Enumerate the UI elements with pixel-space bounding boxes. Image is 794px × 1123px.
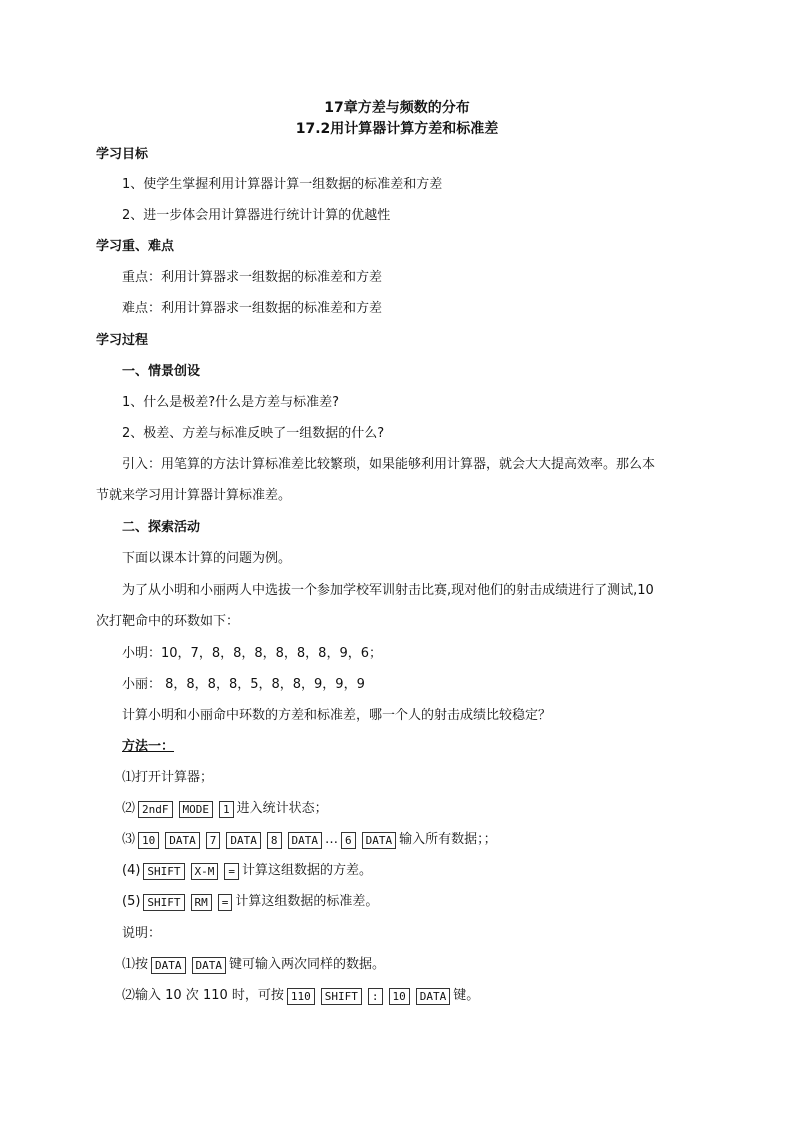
step-text: 输入所有数据；；: [399, 832, 497, 847]
key-shift: SHIFT: [143, 863, 184, 880]
key-7: 7: [206, 832, 221, 849]
step-input-data: [122, 831, 497, 849]
step-text: 计算这组数据的标准差。: [235, 894, 379, 909]
key-data: DATA: [165, 832, 200, 849]
key-1: 1: [219, 801, 234, 818]
part2-heading: 二、探索活动: [122, 520, 201, 535]
key-8: 8: [267, 832, 282, 849]
key-6: 6: [341, 832, 356, 849]
note-item: [122, 956, 385, 974]
problem-question: 计算小明和小丽命中环数的方差和标准差，哪一个人的射击成绩比较稳定？: [122, 708, 552, 723]
section-goal-heading: 学习目标: [96, 147, 149, 162]
intro-paragraph-line: 节就来学习用计算器计算标准差。: [96, 488, 292, 503]
key-x-m: X-M: [191, 863, 219, 880]
key-mode: MODE: [179, 801, 214, 818]
step-prefix: (5): [122, 894, 141, 909]
page-title: 17章方差与频数的分布: [324, 100, 470, 116]
note-text: 键可输入两次同样的数据。: [229, 957, 386, 972]
key-point: 重点：利用计算器求一组数据的标准差和方差: [122, 270, 383, 285]
page-subtitle: 17.2用计算器计算方差和标准差: [295, 121, 499, 137]
step-open: ⑴打开计算器；: [122, 770, 214, 785]
goal-item: 1、使学生掌握利用计算器计算一组数据的标准差和方差: [122, 177, 443, 192]
key-data: DATA: [416, 988, 451, 1005]
key-data: DATA: [151, 957, 186, 974]
key-data: DATA: [362, 832, 397, 849]
note-item: [122, 987, 479, 1005]
section-key-heading: 学习重、难点: [96, 239, 175, 254]
section-process-heading: 学习过程: [96, 333, 149, 348]
part1-heading: 一、情景创设: [122, 364, 201, 379]
key-shift: SHIFT: [143, 894, 184, 911]
xiaoming-scores: 小明：10，7，8，8，8，8，8，8，9，6；: [122, 646, 382, 661]
note-prefix: ⑵输入 10 次 110 时，可按: [122, 988, 284, 1003]
key-shift: SHIFT: [321, 988, 362, 1005]
key-data: DATA: [288, 832, 323, 849]
step-std-dev: [122, 893, 378, 911]
step-text: 进入统计状态；: [236, 801, 328, 816]
problem-line: 次打靶命中的环数如下：: [96, 614, 240, 629]
difficult-point: 难点：利用计算器求一组数据的标准差和方差: [122, 301, 383, 316]
step-prefix: ⑶: [122, 832, 136, 847]
step-variance: [122, 862, 372, 880]
note-text: 键。: [453, 988, 480, 1003]
problem-line: 为了从小明和小丽两人中选拔一个参加学校军训射击比赛,现对他们的射击成绩进行了测试,10: [122, 583, 654, 598]
key-10: 10: [138, 832, 159, 849]
key-2ndf: 2ndF: [138, 801, 173, 818]
ellipsis: …: [325, 832, 339, 847]
method1-heading: 方法一：: [122, 739, 175, 754]
key-110: 110: [287, 988, 315, 1005]
step-stat-mode: [122, 800, 328, 818]
xiaoli-scores: 小丽： 8，8，8，8，5，8，8，9，9，9: [122, 677, 365, 692]
step-text: 计算这组数据的方差。: [242, 863, 373, 878]
step-prefix: (4): [122, 863, 141, 878]
intro-paragraph-line: 引入：用笔算的方法计算标准差比较繁琐，如果能够利用计算器，就会大大提高效率。那么本: [122, 457, 656, 472]
note-prefix: ⑴按: [122, 957, 149, 972]
key-colon: :: [368, 988, 383, 1005]
key-equals: =: [218, 894, 233, 911]
key-data: DATA: [226, 832, 261, 849]
key-rm: RM: [191, 894, 212, 911]
step-prefix: ⑵: [122, 801, 136, 816]
note-heading: 说明：: [122, 926, 162, 941]
key-10: 10: [389, 988, 410, 1005]
question-item: 2、极差、方差与标准反映了一组数据的什么?: [122, 426, 385, 441]
key-equals: =: [224, 863, 239, 880]
example-intro: 下面以课本计算的问题为例。: [122, 551, 292, 566]
question-item: 1、什么是极差?什么是方差与标准差?: [122, 395, 340, 410]
goal-item: 2、进一步体会用计算器进行统计计算的优越性: [122, 208, 391, 223]
key-data: DATA: [192, 957, 227, 974]
